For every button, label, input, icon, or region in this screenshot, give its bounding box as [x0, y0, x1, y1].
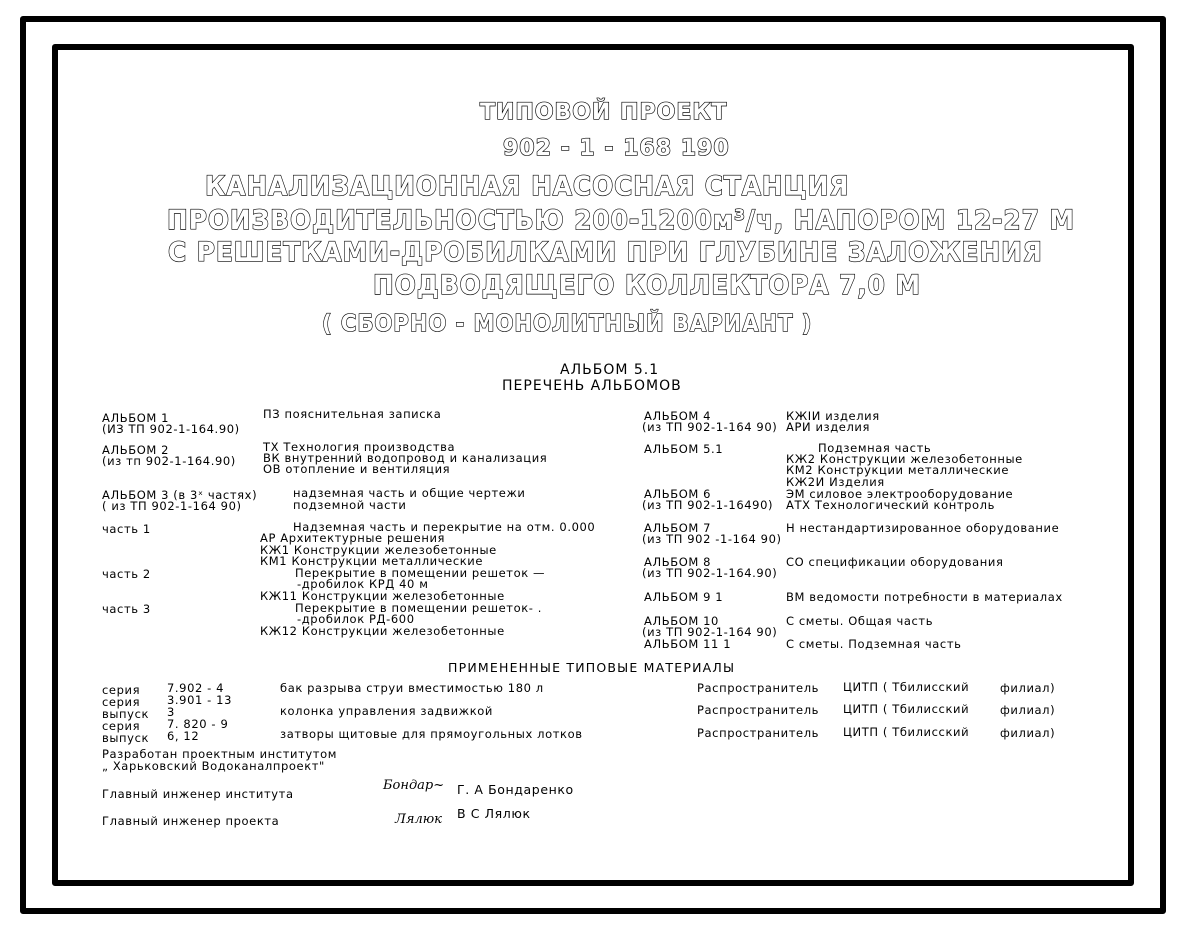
chief-engineer-project-role: Главный инженер проекта	[102, 814, 280, 828]
material-series-3-code: 7. 820 - 9	[167, 717, 229, 731]
album-1-desc: ПЗ пояснительная записка	[263, 407, 442, 421]
album-1-source: (ИЗ ТП 902-1-164.90)	[102, 422, 240, 436]
album-3-source: ( из ТП 902-1-164 90)	[102, 499, 242, 513]
album-10-source: (из ТП 902-1-164 90)	[642, 625, 778, 639]
material-issue-1-code: 3	[167, 705, 175, 719]
album-3-desc-1: надземная часть и общие чертежи	[293, 486, 526, 500]
album-11-name: АЛЬБОМ 11 1	[644, 637, 732, 651]
distributor-org-2: ЦИТП ( Тбилисский	[843, 702, 970, 716]
album-6-name: АЛЬБОМ 6	[644, 487, 712, 501]
part-1-kzh: КЖ1 Конструкции железобетонные	[260, 543, 497, 557]
distributor-branch-2: филиал)	[1000, 703, 1056, 717]
album-3-desc-2: подземной части	[293, 498, 407, 512]
part-3-desc-2: -дробилок РД-600	[297, 612, 415, 626]
title-line-3: С РЕШЕТКАМИ-ДРОБИЛКАМИ ПРИ ГЛУБИНЕ ЗАЛОЖЕНИЯ	[168, 237, 1043, 268]
part-1-name: часть 1	[102, 522, 151, 536]
title-line-2: ПРОИЗВОДИТЕЛЬНОСТЬЮ 200-1200м³/ч, НАПОРОМ 12-27 М	[167, 205, 1075, 236]
album-number: АЛЬБОМ 5.1	[560, 362, 660, 378]
album-8-desc: СО спецификации оборудования	[786, 555, 1004, 569]
material-issue-2-label: выпуск	[102, 731, 150, 745]
material-series-3-label: серия	[102, 719, 141, 733]
album-9-desc: ВМ ведомости потребности в материалах	[786, 590, 1063, 604]
material-series-2-label: серия	[102, 695, 141, 709]
material-issue-1-label: выпуск	[102, 707, 150, 721]
developer-line-2: „ Харьковский Водоканалпроект"	[102, 759, 325, 773]
album-2-name: АЛЬБОМ 2	[102, 443, 170, 457]
album-list-heading: ПЕРЕЧЕНЬ АЛЬБОМОВ	[502, 378, 682, 394]
part-2-desc-2: -дробилок КРД 40 м	[297, 577, 429, 591]
distributor-org-3: ЦИТП ( Тбилисский	[843, 725, 970, 739]
part-2-desc-1: Перекрытие в помещении решеток —	[295, 566, 546, 580]
album-4-desc-1: КЖIИ изделия	[786, 409, 880, 423]
album-6-desc-2: АТХ Технологический контроль	[786, 498, 995, 512]
material-series-1-label: серия	[102, 683, 141, 697]
album-10-desc: С сметы. Общая часть	[786, 614, 934, 628]
distributor-2: Распространитель	[697, 703, 820, 717]
album-4-desc-2: АРИ изделия	[786, 420, 871, 434]
album-4-name: АЛЬБОМ 4	[644, 409, 712, 423]
album-2-desc-2: ВК внутренний водопровод и канализация	[263, 451, 548, 465]
album-9-name: АЛЬБОМ 9 1	[644, 590, 724, 604]
part-2-name: часть 2	[102, 567, 151, 581]
part-2-kzh: КЖ11 Конструкции железобетонные	[260, 589, 505, 603]
material-item-2: колонка управления задвижкой	[280, 704, 493, 718]
material-item-1: бак разрыва струи вместимостью 180 л	[280, 681, 544, 695]
distributor-3: Распространитель	[697, 726, 820, 740]
album-2-desc-1: ТХ Технология производства	[263, 440, 456, 454]
chief-engineer-project-name: В С Лялюк	[457, 806, 531, 821]
album-6-source: (из ТП 902-1-16490)	[642, 498, 774, 512]
album-6-desc-1: ЭМ силовое электрооборудование	[786, 487, 1014, 501]
material-item-3: затворы щитовые для прямоугольных лотков	[280, 727, 583, 741]
developer-line-1: Разработан проектным институтом	[102, 747, 337, 761]
album-2-source: (из тп 902-1-164.90)	[102, 454, 236, 468]
album-7-desc: Н нестандартизированное оборудование	[786, 521, 1060, 535]
project-number: 902 - 1 - 168 190	[503, 136, 730, 161]
signature-bondarenko: Бондар~	[383, 778, 445, 793]
part-3-desc-1: Перекрытие в помещении решеток- .	[295, 601, 543, 615]
album-5-1-desc-1: Подземная часть	[818, 441, 932, 455]
album-5-1-name: АЛЬБОМ 5.1	[644, 442, 724, 456]
variant: ( СБОРНО - МОНОЛИТНЫЙ ВАРИАНТ )	[322, 311, 813, 337]
part-3-name: часть 3	[102, 602, 151, 616]
distributor-branch-3: филиал)	[1000, 726, 1056, 740]
distributor-branch-1: филиал)	[1000, 681, 1056, 695]
title-line-4: ПОДВОДЯЩЕГО КОЛЛЕКТОРА 7,0 М	[373, 270, 922, 301]
material-series-1-code: 7.902 - 4	[167, 681, 225, 695]
album-5-1-desc-4: КЖ2И Изделия	[786, 475, 885, 489]
album-8-source: (из ТП 902-1-164.90)	[642, 566, 778, 580]
album-3-name: АЛЬБОМ 3 (в 3ˣ частях)	[102, 488, 258, 502]
part-1-km: КМ1 Конструкции металлические	[260, 554, 484, 568]
part-1-desc: Надземная часть и перекрытие на отм. 0.000	[293, 520, 596, 534]
album-7-source: (из ТП 902 -1-164 90)	[642, 532, 782, 546]
album-1-name: АЛЬБОМ 1	[102, 411, 170, 425]
part-3-kzh: КЖ12 Конструкции железобетонные	[260, 624, 505, 638]
album-10-name: АЛЬБОМ 10	[644, 614, 719, 628]
part-1-ar: АР Архитектурные решения	[260, 531, 446, 545]
chief-engineer-institute-name: Г. А Бондаренко	[457, 782, 574, 797]
material-issue-2-code: 6, 12	[167, 729, 200, 743]
materials-heading: ПРИМЕНЕННЫЕ ТИПОВЫЕ МАТЕРИАЛЫ	[448, 660, 736, 675]
material-series-2-code: 3.901 - 13	[167, 693, 233, 707]
album-4-source: (из ТП 902-1-164 90)	[642, 420, 778, 434]
signature-lyalyuk: Лялюк	[395, 812, 442, 827]
distributor-1: Распространитель	[697, 681, 820, 695]
album-5-1-desc-2: КЖ2 Конструкции железобетонные	[786, 452, 1023, 466]
album-5-1-desc-3: КМ2 Конструкции металлические	[786, 463, 1010, 477]
album-7-name: АЛЬБОМ 7	[644, 521, 712, 535]
doc-type: ТИПОВОЙ ПРОЕКТ	[480, 100, 728, 125]
album-11-desc: С сметы. Подземная часть	[786, 637, 962, 651]
album-2-desc-3: ОВ отопление и вентиляция	[263, 462, 451, 476]
chief-engineer-institute-role: Главный инженер института	[102, 787, 294, 801]
title-line-1: КАНАЛИЗАЦИОННАЯ НАСОСНАЯ СТАНЦИЯ	[205, 171, 850, 202]
album-8-name: АЛЬБОМ 8	[644, 555, 712, 569]
distributor-org-1: ЦИТП ( Тбилисский	[843, 680, 970, 694]
